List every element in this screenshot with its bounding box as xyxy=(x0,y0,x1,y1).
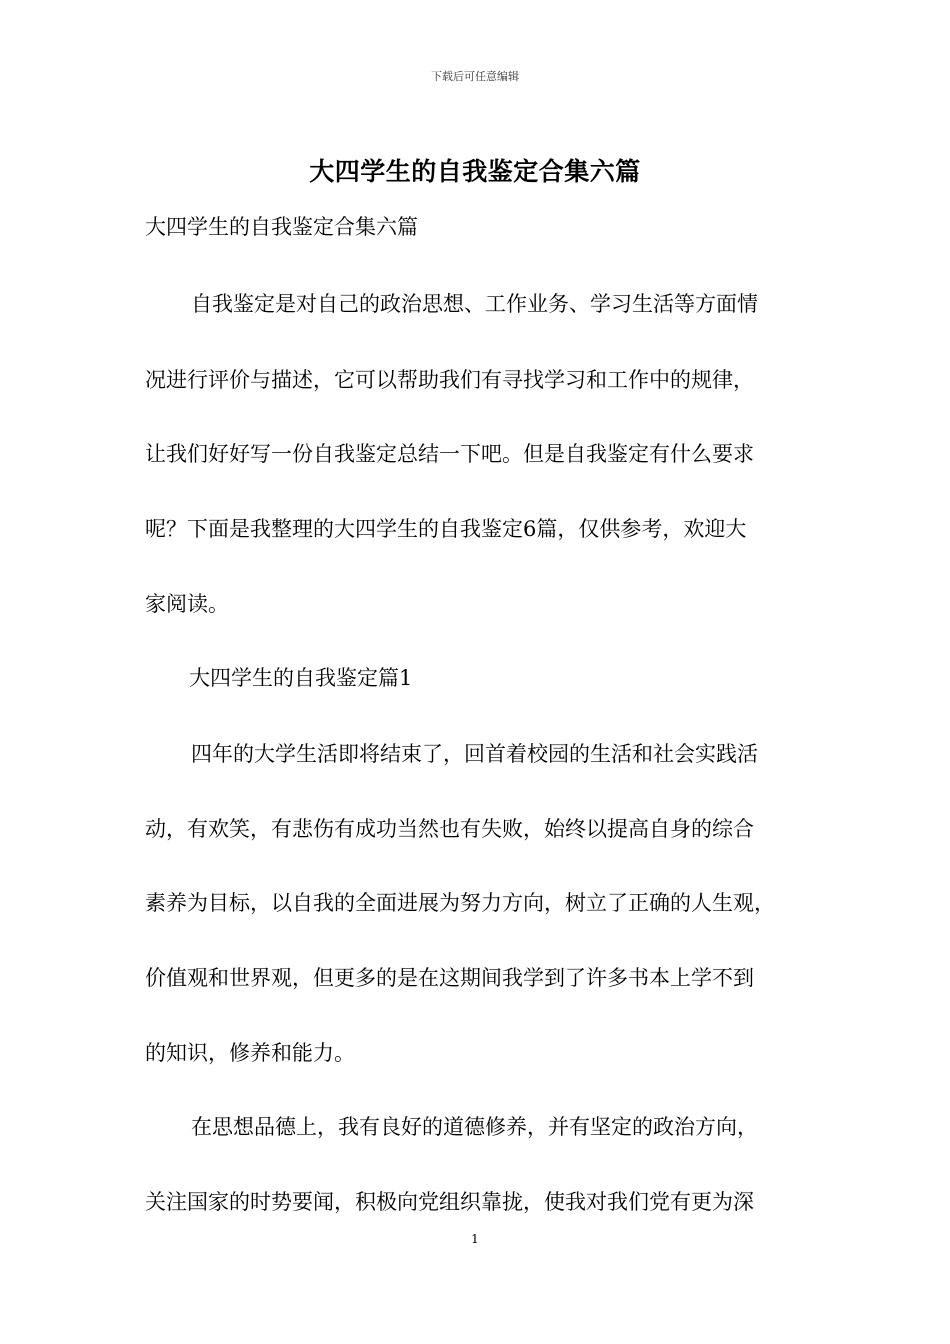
subtitle-line: 大四学生的自我鉴定合集六篇 xyxy=(145,215,418,239)
section-heading: 大四学生的自我鉴定篇1 xyxy=(189,666,413,690)
paragraph-line: 四年的大学生活即将结束了，回首着校园的生活和社会实践活 xyxy=(191,742,758,766)
document-title: 大四学生的自我鉴定合集六篇 xyxy=(309,157,641,186)
paragraph-line: 的知识，修养和能力。 xyxy=(145,1041,355,1065)
page-number: 1 xyxy=(471,1232,479,1246)
paragraph-line: 自我鉴定是对自己的政治思想、工作业务、学习生活等方面情 xyxy=(191,292,758,316)
paragraph-line: 在思想品德上，我有良好的道德修养，并有坚定的政治方向， xyxy=(191,1115,758,1139)
paragraph-line: 关注国家的时势要闻，积极向党组织靠拢，使我对我们党有更为深 xyxy=(145,1190,754,1214)
paragraph-line: 动，有欢笑，有悲伤有成功当然也有失败，始终以提高自身的综合 xyxy=(145,817,754,841)
paragraph-line: 价值观和世界观，但更多的是在这期间我学到了许多书本上学不到 xyxy=(145,966,754,990)
paragraph-line: 呢？下面是我整理的大四学生的自我鉴定6篇，仅供参考，欢迎大 xyxy=(145,517,747,541)
paragraph-line: 让我们好好写一份自我鉴定总结一下吧。但是自我鉴定有什么要求 xyxy=(145,442,754,466)
paragraph-line: 素养为目标，以自我的全面进展为努力方向，树立了正确的人生观， xyxy=(145,891,775,915)
header-note: 下载后可任意编辑 xyxy=(431,70,519,83)
paragraph-line: 家阅读。 xyxy=(145,592,229,616)
paragraph-line: 况进行评价与描述，它可以帮助我们有寻找学习和工作中的规律， xyxy=(145,368,754,392)
